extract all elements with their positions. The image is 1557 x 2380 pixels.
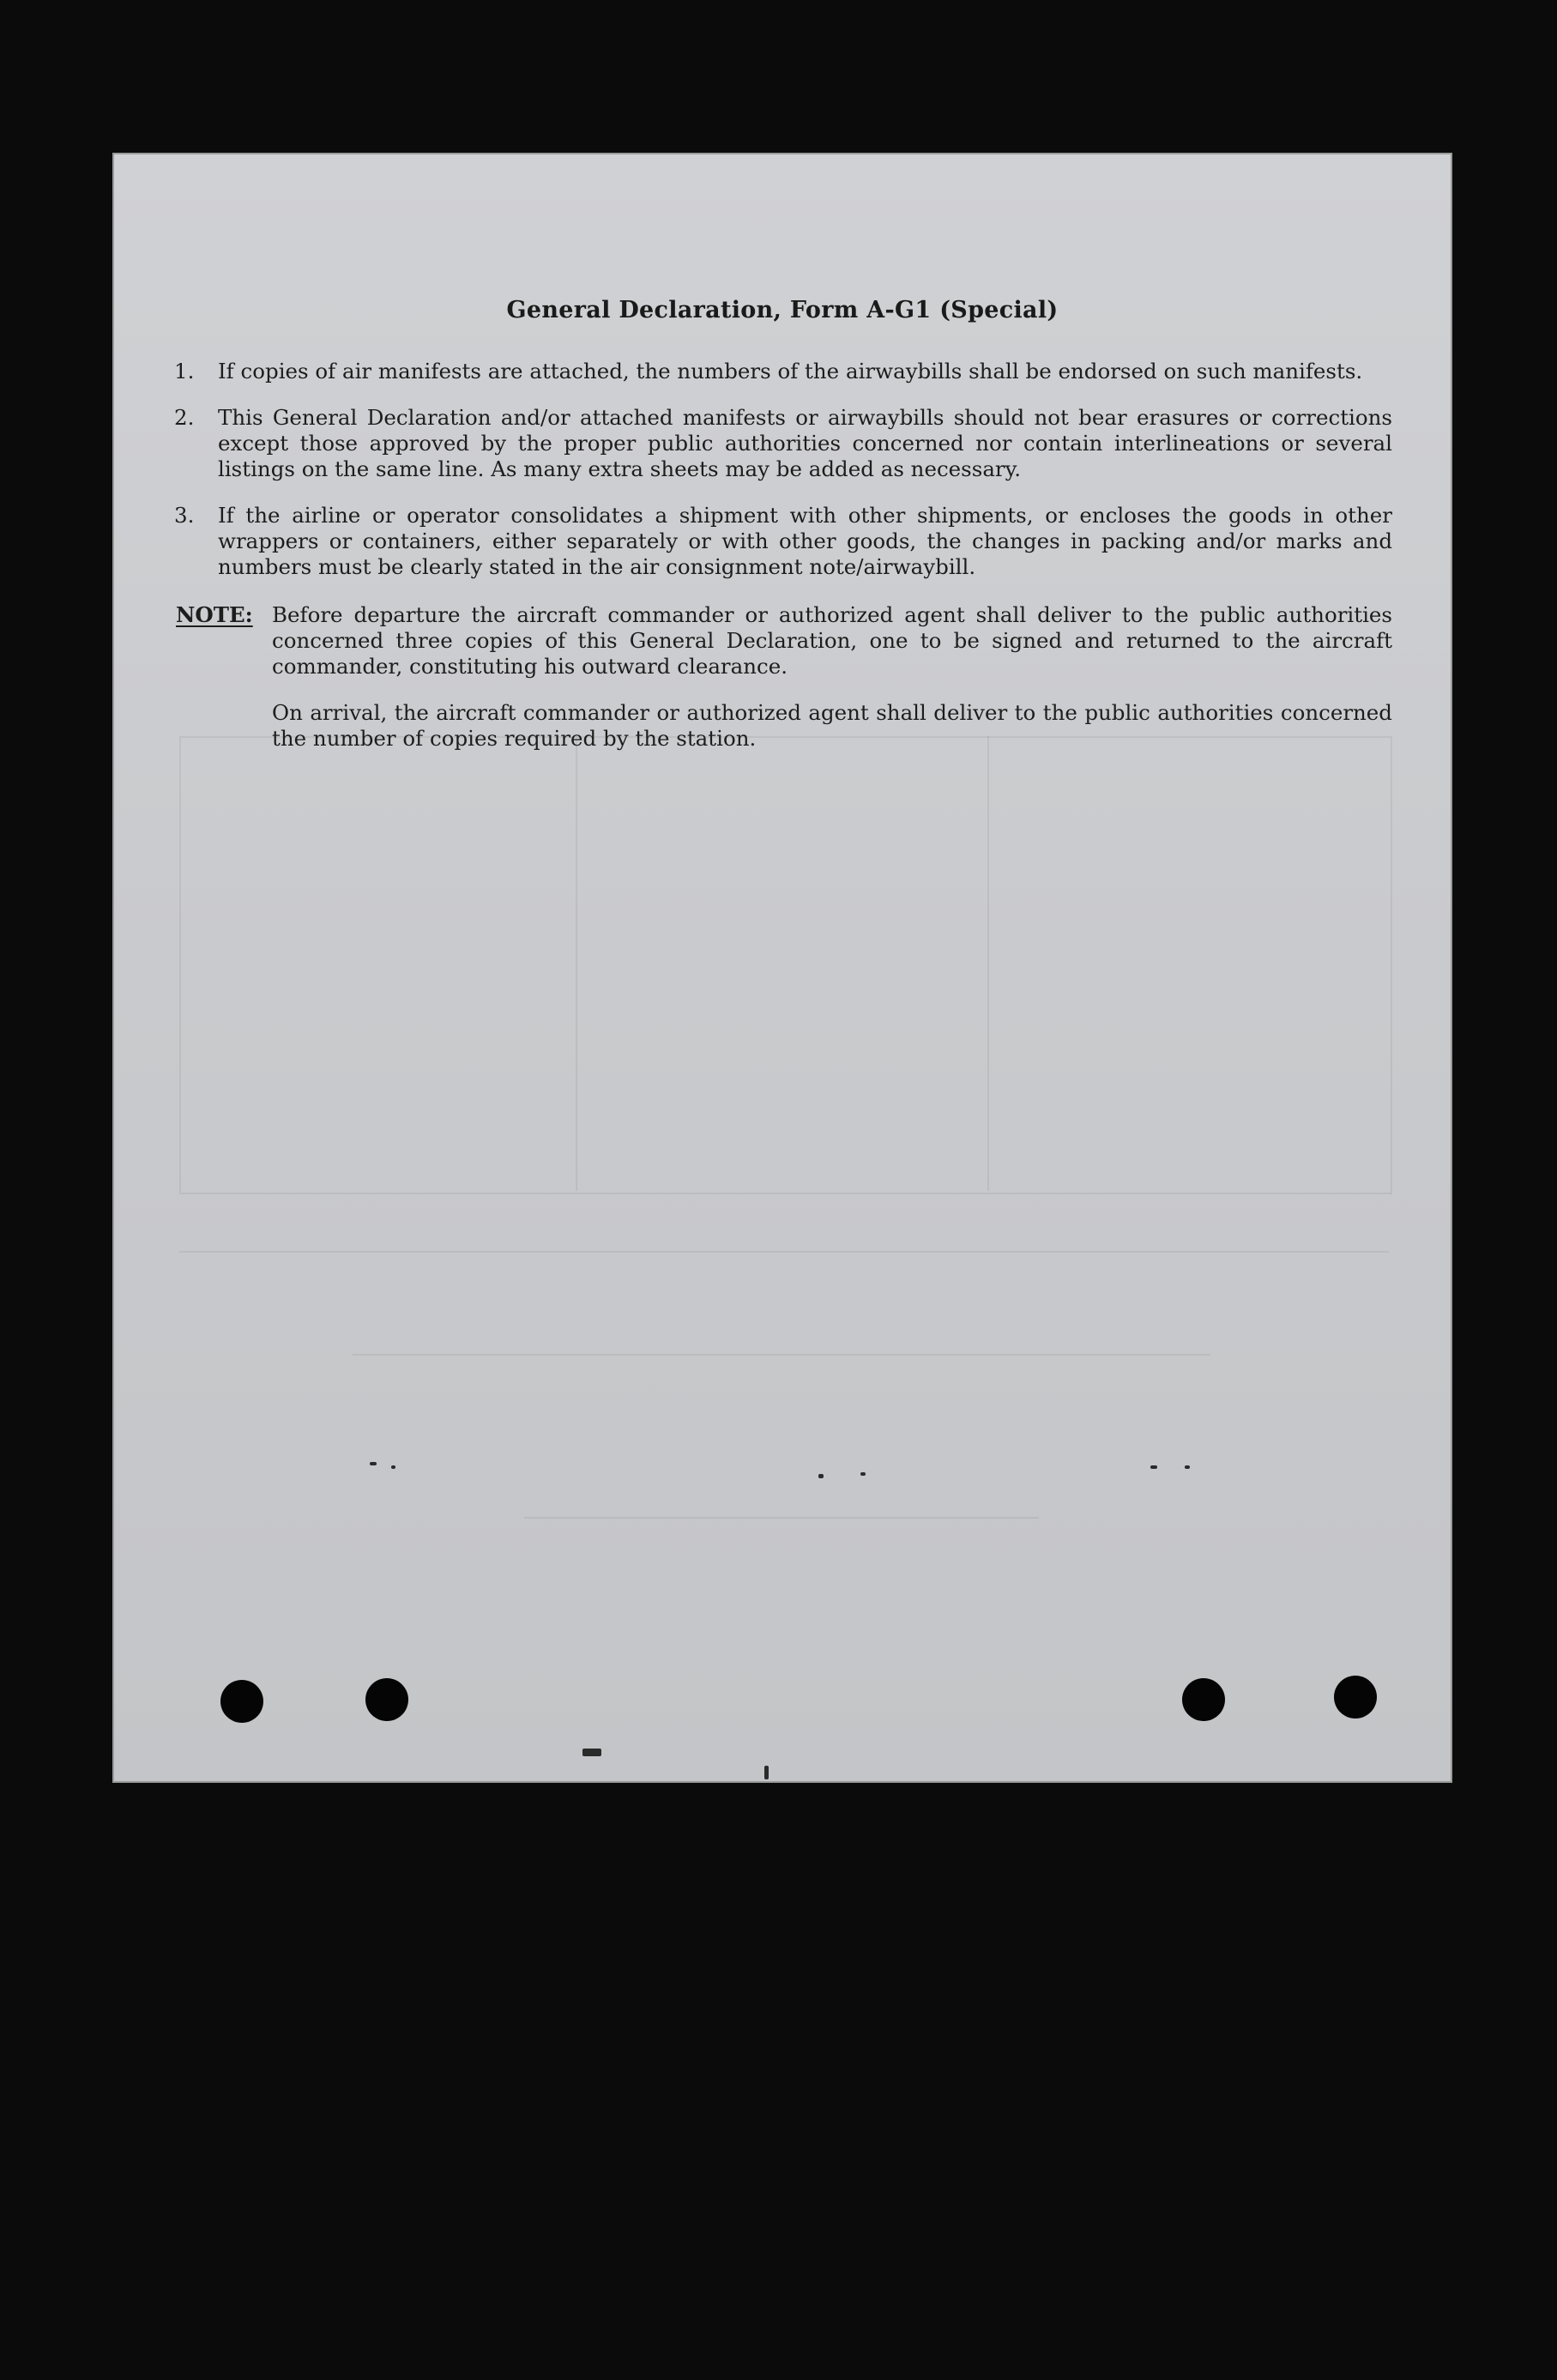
bleed-through-table xyxy=(179,736,1392,1194)
scan-speck xyxy=(764,1766,769,1779)
punch-hole xyxy=(1334,1676,1377,1719)
punch-hole xyxy=(220,1680,263,1723)
punch-hole xyxy=(1182,1678,1225,1721)
note-paragraph: On arrival, the aircraft commander or authorized agent shall deliver to the public authorities concerned the number of copies required by the station. xyxy=(272,700,1392,751)
note-label: NOTE: xyxy=(176,602,253,627)
note-paragraph: Before departure the aircraft commander or authorized agent shall deliver to the public authorities concerned three copies of this General Declaration, one to be signed and returned to the aircraft commander, constituting his outward clearance. xyxy=(272,602,1392,679)
list-item-number: 3. xyxy=(174,503,195,528)
bleed-through-rule xyxy=(179,1251,1389,1253)
list-item xyxy=(174,503,1392,580)
page-title: General Declaration, Form A-G1 (Special) xyxy=(506,297,1059,323)
bleed-through-rule xyxy=(353,1354,1210,1356)
list-item-text: If copies of air manifests are attached, the numbers of the airwaybills shall be endorsed on such manifests. xyxy=(218,359,1363,384)
scan-speck xyxy=(370,1462,377,1465)
list-item-text: If the airline or operator consolidates a shipment with other shipments, or encloses the goods in other wrappers or containers, either separately or with other goods, the changes in packing and/or marks and numbers must be clearly stated in the air consignment note/airwaybill. xyxy=(218,503,1392,579)
punch-hole xyxy=(365,1678,408,1721)
list-item-number: 2. xyxy=(174,405,195,430)
list-item xyxy=(174,359,1392,384)
scan-speck xyxy=(860,1472,866,1476)
bleed-through-column-divider xyxy=(987,736,989,1191)
list-item xyxy=(174,405,1392,482)
scan-speck xyxy=(1150,1465,1157,1469)
scan-speck xyxy=(582,1749,601,1756)
bleed-through-column-divider xyxy=(576,736,577,1191)
scan-speck xyxy=(1185,1465,1190,1469)
list-item-number: 1. xyxy=(174,359,195,384)
document-page xyxy=(112,153,1452,1783)
scan-speck xyxy=(818,1474,824,1478)
bleed-through-rule xyxy=(524,1517,1039,1519)
list-item-text: This General Declaration and/or attached manifests or airwaybills should not bear erasures or corrections except those approved by the proper public authorities concerned nor contain interlineations or several listings on the same line. As many extra sheets may be added as necessary. xyxy=(218,405,1392,481)
scan-speck xyxy=(391,1465,395,1469)
